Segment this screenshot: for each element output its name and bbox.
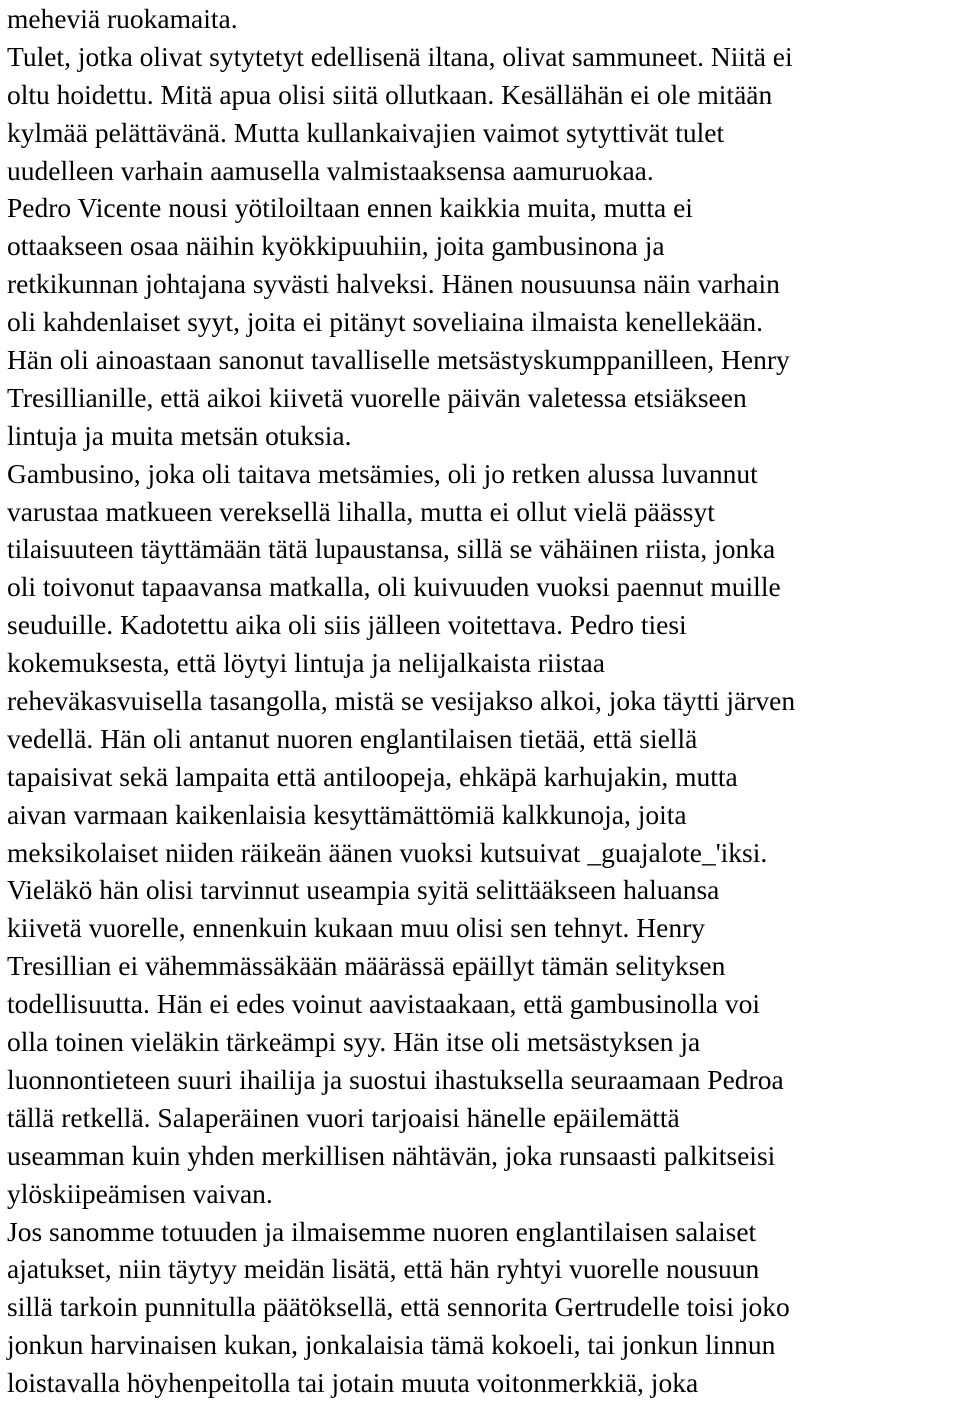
text-line: seuduille. Kadotettu aika oli siis jälleen voitettava. Pedro tiesi bbox=[7, 609, 687, 641]
text-line: Tulet, jotka olivat sytytetyt edellisenä iltana, olivat sammuneet. Niitä ei bbox=[7, 40, 793, 72]
text-line: aivan varmaan kaikenlaisia kesyttämättömiä kalkkunoja, joita bbox=[7, 798, 687, 830]
text-line: loistavalla höyhenpeitolla tai jotain muuta voitonmerkkiä, joka bbox=[7, 1367, 699, 1399]
text-line: todellisuutta. Hän ei edes voinut aavistaakaan, että gambusinolla voi bbox=[7, 988, 760, 1020]
text-line: varustaa matkueen vereksellä lihalla, mutta ei ollut vielä päässyt bbox=[7, 495, 715, 527]
text-line: oli kahdenlaiset syyt, joita ei pitänyt soveliaina ilmaista kenellekään. bbox=[7, 306, 764, 338]
text-line: olla toinen vieläkin tärkeämpi syy. Hän itse oli metsästyksen ja bbox=[7, 1026, 701, 1058]
text-line: reheväkasvuisella tasangolla, mistä se vesijakso alkoi, joka täytti järven bbox=[7, 685, 796, 717]
text-line: ottaakseen osaa näihin kyökkipuuhiin, joita gambusinona ja bbox=[7, 230, 665, 262]
text-line: Vieläkö hän olisi tarvinnut useampia syitä selittääkseen haluansa bbox=[7, 874, 720, 906]
text-line: tilaisuuteen täyttämään tätä lupaustansa, sillä se vähäinen riista, jonka bbox=[7, 533, 776, 565]
text-line: useamman kuin yhden merkillisen nähtävän, joka runsaasti palkitseisi bbox=[7, 1139, 776, 1171]
text-line: Pedro Vicente nousi yötiloiltaan ennen kaikkia muita, mutta ei bbox=[7, 192, 693, 224]
text-line: kokemuksesta, että löytyi lintuja ja nelijalkaista riistaa bbox=[7, 647, 605, 679]
text-line: ylöskiipeämisen vaivan. bbox=[7, 1177, 273, 1209]
text-line: oli toivonut tapaavansa matkalla, oli kuivuuden vuoksi paennut muille bbox=[7, 571, 781, 603]
text-line: kylmää pelättävänä. Mutta kullankaivajien vaimot sytyttivät tulet bbox=[7, 116, 725, 148]
text-line: sillä tarkoin punnitulla päätöksellä, että sennorita Gertrudelle toisi joko bbox=[7, 1291, 790, 1323]
text-line: uudelleen varhain aamusella valmistaaksensa aamuruokaa. bbox=[7, 154, 654, 186]
text-line: retkikunnan johtajana syvästi halveksi. Hänen nousuunsa näin varhain bbox=[7, 268, 780, 300]
text-line: lintuja ja muita metsän otuksia. bbox=[7, 419, 352, 451]
text-line: kiivetä vuorelle, ennenkuin kukaan muu olisi sen tehnyt. Henry bbox=[7, 912, 706, 944]
text-line: tapaisivat sekä lampaita että antiloopeja, ehkäpä karhujakin, mutta bbox=[7, 760, 738, 792]
text-line: Tresillian ei vähemmässäkään määrässä epäillyt tämän selityksen bbox=[7, 950, 726, 982]
text-line: Hän oli ainoastaan sanonut tavalliselle metsästyskumppanilleen, Henry bbox=[7, 344, 790, 376]
text-line: Gambusino, joka oli taitava metsämies, oli jo retken alussa luvannut bbox=[7, 457, 758, 489]
document-page bbox=[7, 0, 957, 1402]
text-line: Tresillianille, että aikoi kiivetä vuorelle päivän valetessa etsiäkseen bbox=[7, 381, 747, 413]
text-line: jonkun harvinaisen kukan, jonkalaisia tämä kokoeli, tai jonkun linnun bbox=[7, 1329, 776, 1361]
text-line: meksikolaiset niiden räikeän äänen vuoksi kutsuivat _guajalote_'iksi. bbox=[7, 836, 768, 868]
text-line: Jos sanomme totuuden ja ilmaisemme nuoren englantilaisen salaiset bbox=[7, 1215, 757, 1247]
text-line: tällä retkellä. Salaperäinen vuori tarjoaisi hänelle epäilemättä bbox=[7, 1101, 680, 1133]
text-line: vedellä. Hän oli antanut nuoren englantilaisen tietää, että siellä bbox=[7, 722, 698, 754]
text-line: luonnontieteen suuri ihailija ja suostui ihastuksella seuraamaan Pedroa bbox=[7, 1063, 784, 1095]
text-line: oltu hoidettu. Mitä apua olisi siitä ollutkaan. Kesällähän ei ole mitään bbox=[7, 78, 773, 110]
text-line: ajatukset, niin täytyy meidän lisätä, että hän ryhtyi vuorelle nousuun bbox=[7, 1253, 760, 1285]
text-line: meheviä ruokamaita. bbox=[7, 3, 238, 34]
